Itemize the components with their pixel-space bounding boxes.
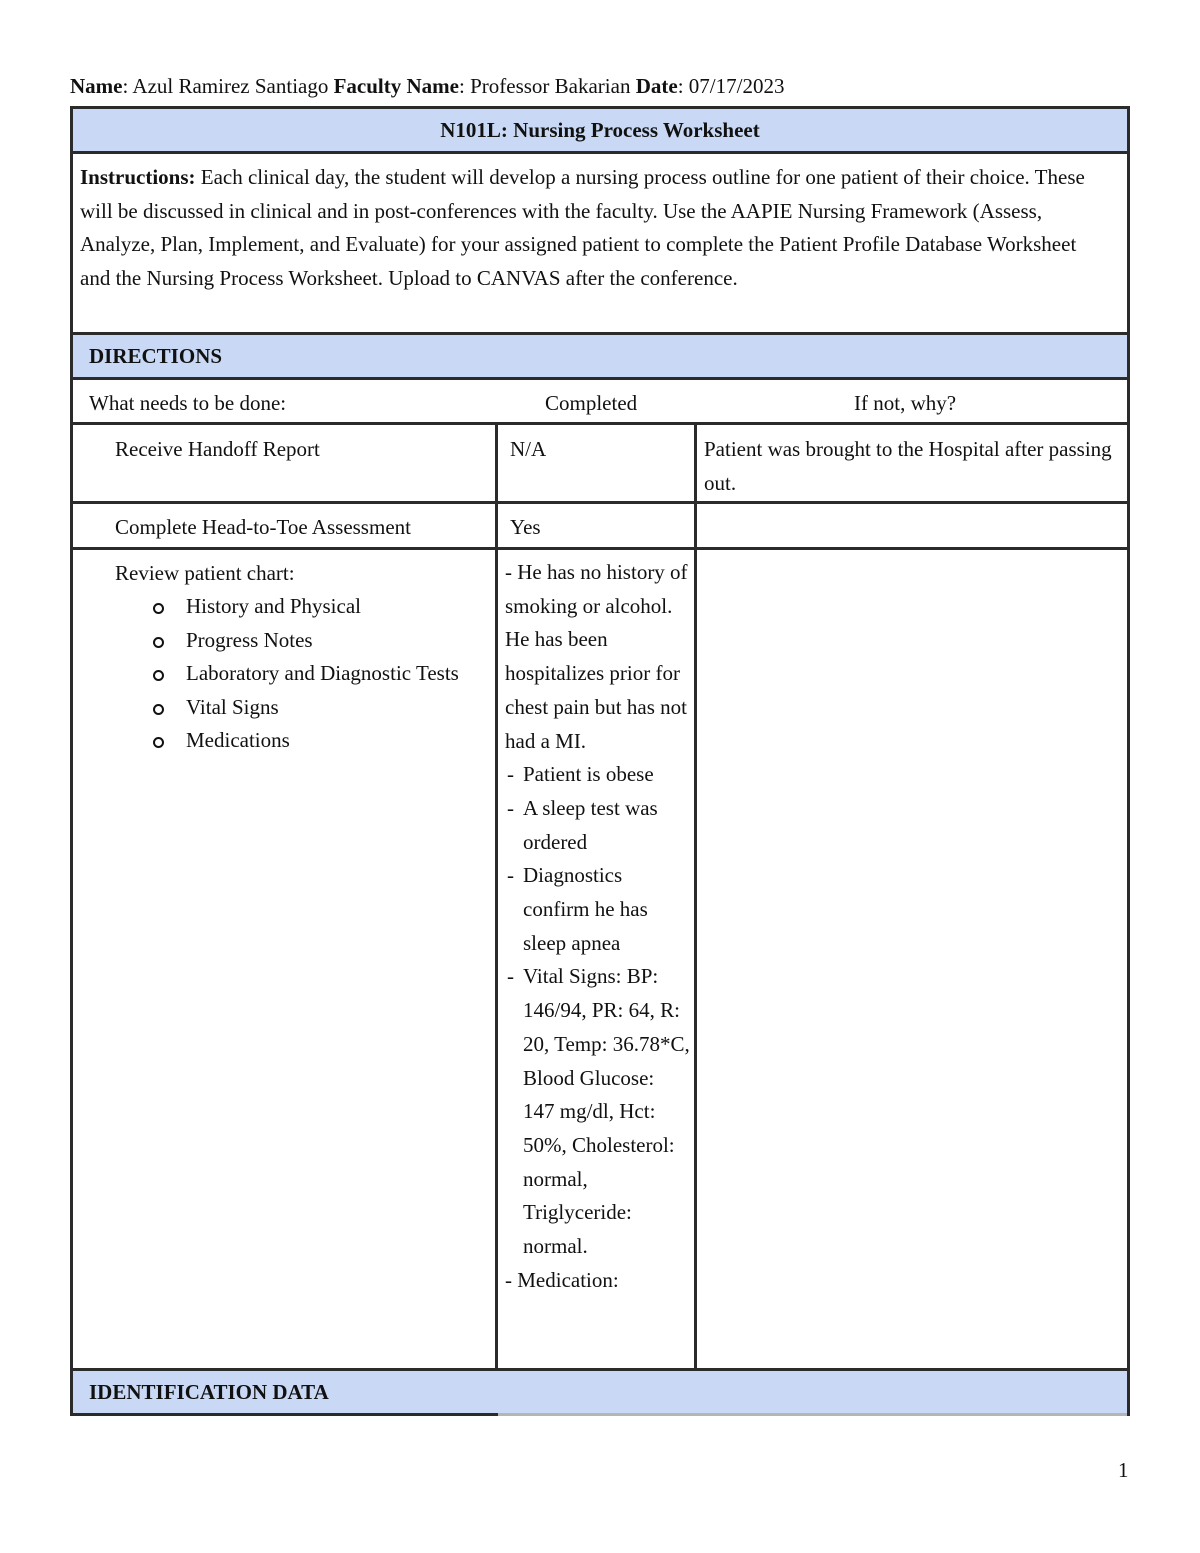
rule — [70, 151, 1130, 154]
list-item: Vital Signs — [115, 691, 515, 725]
name-label: Name — [70, 74, 123, 98]
date-value: : 07/17/2023 — [677, 74, 785, 98]
findings-list — [505, 758, 690, 1264]
list-item: Laboratory and Diagnostic Tests — [115, 657, 515, 691]
instructions-label: Instructions: — [80, 165, 196, 189]
list-item: - Vital Signs: BP: 146/94, PR: 64, R: 20, Temp: 36.78*C, Blood Glucose: 147 mg/dl, Hct: 50%, Cholesterol: normal, Triglyceride: normal. — [505, 960, 690, 1263]
page-number: 1 — [1118, 1458, 1129, 1482]
chart-review-lead: Review patient chart: — [115, 561, 295, 585]
rule — [70, 332, 1130, 335]
column-header-reason: If not, why? — [854, 391, 957, 415]
directions-heading: DIRECTIONS — [89, 344, 223, 368]
completed-cell: Yes — [510, 515, 541, 539]
instructions — [80, 161, 1110, 295]
rule — [70, 377, 1130, 380]
worksheet-title: N101L: Nursing Process Worksheet — [440, 118, 760, 142]
rule — [1127, 106, 1130, 1416]
chart-review-findings — [505, 556, 690, 1297]
rule — [70, 501, 1130, 504]
list-item: Medications — [115, 724, 515, 758]
faculty-label: Faculty Name — [333, 74, 459, 98]
rule — [70, 106, 1130, 109]
reason-cell: Patient was brought to the Hospital after passing out. — [704, 437, 1112, 495]
faculty-name: : Professor Bakarian — [459, 74, 636, 98]
completed-cell: N/A — [510, 437, 547, 461]
column-header-task: What needs to be done: — [89, 391, 287, 415]
rule — [498, 1413, 1130, 1416]
list-item: - Patient is obese — [505, 758, 690, 792]
list-item: History and Physical — [115, 590, 515, 624]
rule — [70, 106, 73, 1416]
worksheet-table — [70, 106, 1130, 1416]
instructions-text: Each clinical day, the student will develop a nursing process outline for one patient of their choice. These will be discussed in clinical and in post-conferences with the faculty. Use the AAPIE Nursing Framework (Assess, Analyze, Plan, Implement, and Evaluate) for your assigned patient to complete the Patient Profile Database Worksheet and the Nursing Process Worksheet. Upload to CANVAS after the conference. — [80, 165, 1085, 290]
rule — [70, 422, 1130, 425]
list-item: - Diagnostics confirm he has sleep apnea — [505, 859, 690, 960]
rule — [70, 1368, 1130, 1371]
date-label: Date — [635, 74, 678, 98]
task-cell: Receive Handoff Report — [115, 437, 320, 461]
student-name: : Azul Ramirez Santiago — [122, 74, 334, 98]
history-note: - He has no history of smoking or alcohol. He has been hospitalizes prior for chest pain but has not had a MI. — [505, 560, 688, 753]
identification-heading: IDENTIFICATION DATA — [89, 1380, 329, 1404]
directions-band — [70, 333, 1130, 379]
medication-note: - Medication: — [505, 1267, 619, 1292]
rule — [70, 1413, 498, 1416]
chart-review-subitems — [115, 590, 515, 758]
task-cell: Complete Head-to-Toe Assessment — [115, 515, 411, 539]
document-header — [70, 74, 784, 99]
list-item: Progress Notes — [115, 624, 515, 658]
column-header-completed: Completed — [545, 391, 638, 415]
chart-review-task — [115, 556, 515, 758]
rule — [70, 547, 1130, 550]
rule — [694, 422, 697, 1370]
list-item: - A sleep test was ordered — [505, 792, 690, 859]
